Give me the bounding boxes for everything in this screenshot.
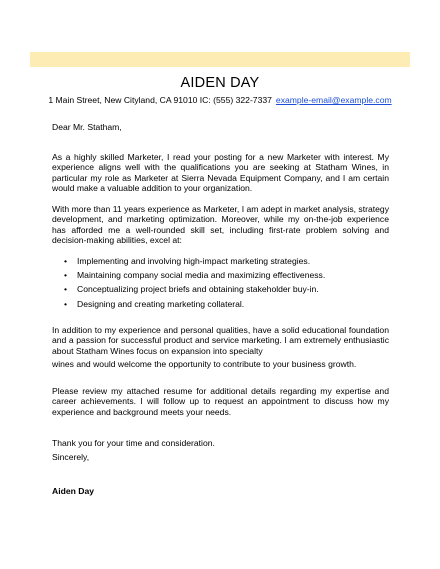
signature-name: Aiden Day — [52, 486, 95, 496]
salutation: Dear Mr. Statham, — [52, 122, 122, 132]
header-color-band — [30, 52, 410, 67]
email-link[interactable]: example-email@example.com — [275, 95, 392, 105]
contact-line — [0, 95, 440, 105]
thanks-line: Thank you for your time and consideration. — [52, 438, 215, 448]
contact-details: 1 Main Street, New Cityland, CA 91010 IC: (555) 322-7337 — [48, 95, 272, 105]
list-item: • Conceptualizing project briefs and obtaining stakeholder buy-in. — [64, 284, 319, 295]
bullet-icon: • — [64, 298, 68, 309]
bullet-icon: • — [64, 270, 68, 281]
paragraph-qualities: In addition to my experience and personal qualities, have a solid educational foundation and a passion for successful product and service marketing. I am extremely enthusiastic about Statham Wines focus on expansion into specialty — [52, 325, 389, 356]
paragraph-qualities-continued: wines and would welcome the opportunity to contribute to your business growth. — [52, 359, 357, 369]
closing-line: Sincerely, — [52, 452, 90, 462]
skills-list — [62, 256, 392, 313]
paragraph-intro: As a highly skilled Marketer, I read your posting for a new Marketer with interest. My experience aligns well with the qualifications you are seeking at Statham Wines, in particular my role as Marketer at Sierra Nevada Equipment Company, and I am certain would make a valuable addition to your organization. — [52, 152, 389, 193]
paragraph-experience: With more than 11 years experience as Marketer, I am adept in market analysis, strategy development, and marketing optimization. Moreover, while my on-the-job experience has afforded me a well-rounded skill set, including first-rate problem solving and decision-making abilities, excel at: — [52, 204, 389, 245]
list-item: • Designing and creating marketing collateral. — [64, 298, 245, 309]
list-item: • Maintaining company social media and maximizing effectiveness. — [64, 270, 326, 281]
list-item: • Implementing and involving high-impact marketing strategies. — [64, 256, 311, 266]
bullet-icon: • — [64, 284, 68, 295]
bullet-icon: • — [64, 256, 68, 266]
paragraph-closing: Please review my attached resume for additional details regarding my expertise and career achievements. I will follow up to request an appointment to discuss how my experience and background meets your needs. — [52, 386, 389, 417]
applicant-name: AIDEN DAY — [180, 75, 260, 91]
